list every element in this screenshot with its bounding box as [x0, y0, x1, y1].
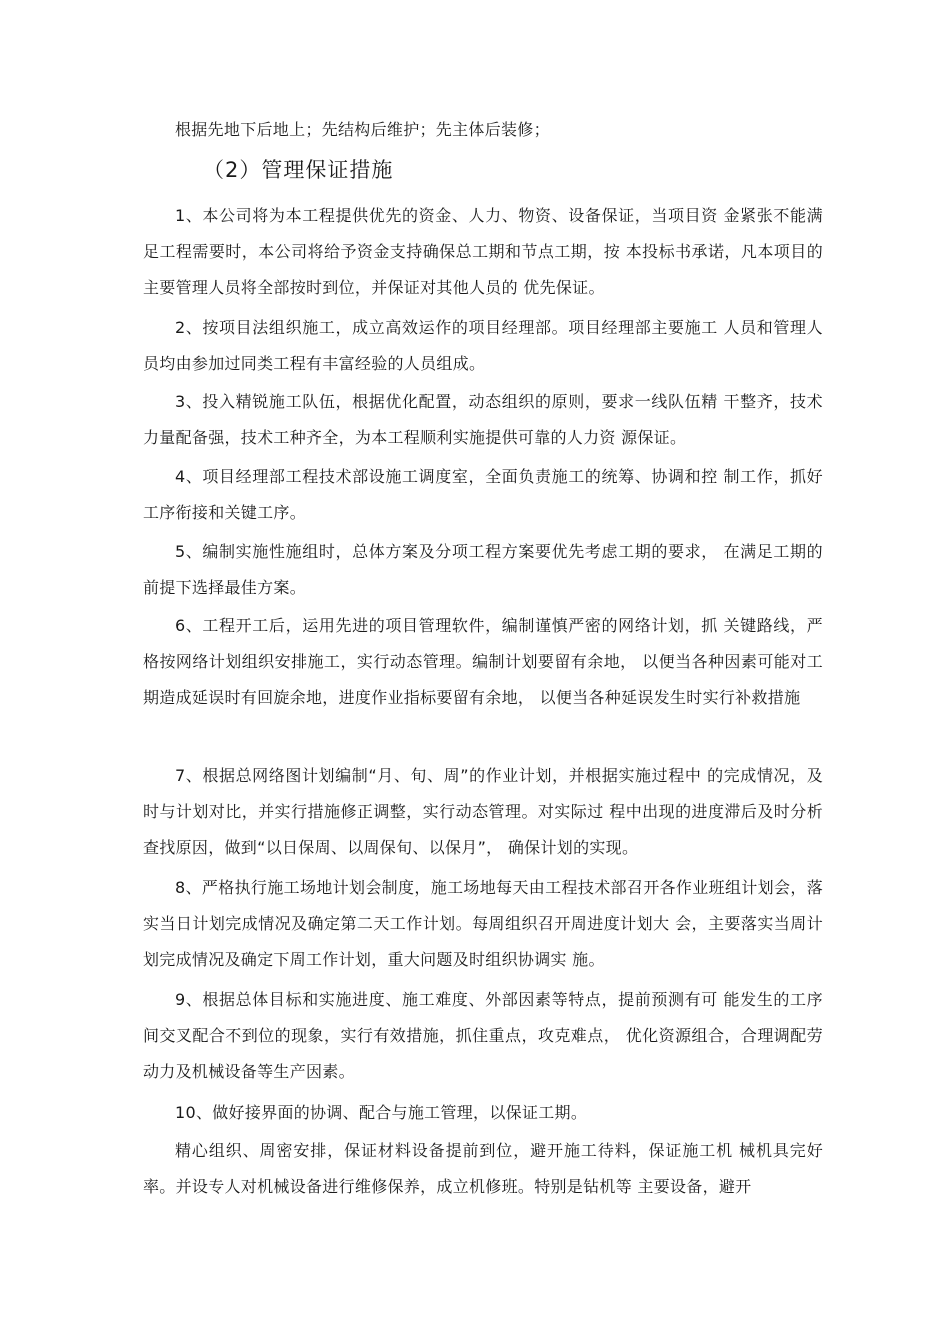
paragraph-6: 6、工程开工后，运用先进的项目管理软件，编制谨慎严密的网络计划，抓 关键路线，严格按网络计划组织安排施工，实行动态管理。编制计划要留有余地， 以便当各种因素可能对工期造成延误时有回旋余地，进度作业指标要留有余地， 以便当各种延误发生时实行补救措施: [143, 616, 823, 707]
paragraph-4: 4、项目经理部工程技术部设施工调度室，全面负责施工的统筹、协调和控 制工作，抓好工序衔接和关键工序。: [143, 467, 823, 522]
section-heading: （2）管理保证措施: [203, 158, 394, 182]
paragraph-2: 2、按项目法组织施工，成立高效运作的项目经理部。项目经理部主要施工 人员和管理人员均由参加过同类工程有丰富经验的人员组成。: [143, 318, 823, 373]
paragraph-3: 3、投入精锐施工队伍，根据优化配置，动态组织的原则，要求一线队伍精 干整齐，技术力量配备强，技术工种齐全，为本工程顺利实施提供可靠的人力资 源保证。: [143, 392, 823, 447]
paragraph-8: 8、严格执行施工场地计划会制度，施工场地每天由工程技术部召开各作业班组计划会，落实当日计划完成情况及确定第二天工作计划。每周组织召开周进度计划大 会，主要落实当周计划完成情况及确定下周工作计划，重大问题及时组织协调实 施。: [143, 878, 823, 969]
intro-line: 根据先地下后地上；先结构后维护；先主体后装修；: [175, 120, 550, 139]
paragraph-1: 1、本公司将为本工程提供优先的资金、人力、物资、设备保证，当项目资 金紧张不能满足工程需要时，本公司将给予资金支持确保总工期和节点工期，按 本投标书承诺，凡本项目的主要管理人员将全部按时到位，并保证对其他人员的 优先保证。: [143, 206, 823, 297]
paragraph-9: 9、根据总体目标和实施进度、施工难度、外部因素等特点，提前预测有可 能发生的工序间交叉配合不到位的现象，实行有效措施，抓住重点，攻克难点， 优化资源组合，合理调配劳动力及机械设备等生产因素。: [143, 990, 823, 1081]
paragraph-7: 7、根据总网络图计划编制“月、旬、周”的作业计划，并根据实施过程中 的完成情况，及时与计划对比，并实行措施修正调整，实行动态管理。对实际过 程中出现的进度滞后及时分析查找原因，做到“以日保周、以周保旬、以保月”， 确保计划的实现。: [143, 766, 823, 857]
paragraph-5: 5、编制实施性施组时，总体方案及分项工程方案要优先考虑工期的要求， 在满足工期的前提下选择最佳方案。: [143, 542, 823, 597]
paragraph-11: 精心组织、周密安排，保证材料设备提前到位，避开施工待料，保证施工机 械机具完好率。并设专人对机械设备进行维修保养，成立机修班。特别是钻机等 主要设备，避开: [143, 1141, 823, 1196]
paragraph-10: 10、做好接界面的协调、配合与施工管理，以保证工期。: [175, 1103, 588, 1122]
